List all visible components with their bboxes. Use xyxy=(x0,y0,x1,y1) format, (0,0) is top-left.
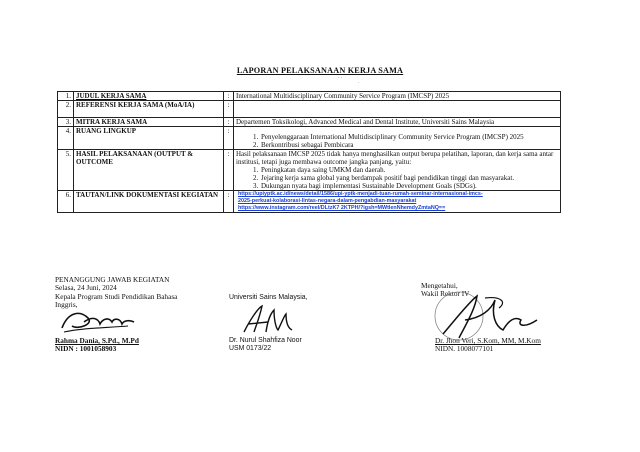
outcome-list xyxy=(236,166,558,190)
table-row xyxy=(58,150,561,191)
row-value: International Multidisciplinary Community Service Program (IMCSP) 2025 xyxy=(234,92,561,101)
signature-name-block-left xyxy=(55,337,139,354)
row-label: TAUTAN/LINK DOKUMENTASI KEGIATAN xyxy=(74,191,224,213)
row-value: Departemen Toksikologi, Advanced Medical and Dental Institute, Universiti Sains Malaysia xyxy=(234,118,561,127)
row-separator: : xyxy=(224,150,234,191)
signature-scribble-middle xyxy=(238,302,298,338)
documentation-link-2[interactable]: https://www.instagram.com/reel/DLtzK7 2KTPH/?igsh=MWtlenNhemdyZmtaNQ== xyxy=(238,205,446,211)
signature-date: Selasa, 24 Juni, 2024 xyxy=(55,283,117,293)
row-number: 5. xyxy=(58,150,74,191)
signature-scribble-left xyxy=(58,306,138,336)
signer-id-middle: USM 0173/22 xyxy=(229,345,272,353)
documentation-link-1-cont[interactable]: 2025-perkuat-kolaborasi-lintas-negara-dalam-pengabdian-masyarakat xyxy=(238,198,417,204)
signature-acknowledge: Mengetahui, xyxy=(421,281,458,290)
row-value xyxy=(234,101,561,118)
table-row xyxy=(58,101,561,118)
list-item: 2. Berkontribusi sebagai Pembicara xyxy=(260,141,558,149)
row-label: REFERENSI KERJA SAMA (MoA/IA) xyxy=(74,101,224,118)
row-value xyxy=(234,127,561,150)
signature-block-left xyxy=(55,276,177,310)
row-number: 2. xyxy=(58,101,74,118)
signer-id-left: NIDN : 1001058903 xyxy=(55,344,117,354)
row-separator: : xyxy=(224,191,234,213)
row-label: HASIL PELAKSANAAN (OUTPUT & OUTCOME xyxy=(74,150,224,191)
signer-id-right: NIDN. 1008077101 xyxy=(435,344,494,354)
signature-institution: Universiti Sains Malaysia, xyxy=(229,294,308,301)
row-number: 6. xyxy=(58,191,74,213)
signature-name-block-right xyxy=(435,337,541,354)
scope-list xyxy=(236,133,558,149)
row-number: 3. xyxy=(58,118,74,127)
table-row xyxy=(58,118,561,127)
row-value xyxy=(234,150,561,191)
signature-role-right: Wakil Rektor IV xyxy=(421,289,470,299)
signature-role-cont: Inggris, xyxy=(55,300,78,310)
document-title: LAPORAN PELAKSANAAN KERJA SAMA xyxy=(236,66,404,75)
row-label: JUDUL KERJA SAMA xyxy=(74,92,224,101)
official-stamp-and-signature xyxy=(425,290,545,342)
list-item: 1. Peningkatan daya saing UMKM dan daerah. xyxy=(260,166,558,174)
row-number: 4. xyxy=(58,127,74,150)
outcome-intro: Hasil pelaksanaan IMCSP 2025 tidak hanya menghasilkan output berupa pelatihan, laporan, dan kerja sama antar institusi, tetapi juga membawa outcome jangka panjang, yaitu: xyxy=(236,150,554,166)
signer-name-left: Rahma Dania, S.Pd., M.Pd xyxy=(55,336,139,345)
row-label: MITRA KERJA SAMA xyxy=(74,118,224,127)
list-item: 3. Dukungan nyata bagi implementasi Sustainable Development Goals (SDGs). xyxy=(260,182,558,190)
row-value xyxy=(234,191,561,213)
report-table xyxy=(57,91,561,213)
row-separator: : xyxy=(224,127,234,150)
signer-name-middle: Dr. Nurul Shahfiza Noor xyxy=(229,337,302,344)
row-number: 1. xyxy=(58,92,74,101)
row-separator: : xyxy=(224,118,234,127)
documentation-link-1[interactable]: https://upiyptk.ac.id/news/detail/1586/upi-yptk-menjadi-tuan-rumah-seminar-internasional-imcs- xyxy=(238,191,483,197)
table-row xyxy=(58,191,561,213)
list-item: 1. Penyelenggaraan International Multidisciplinary Community Service Program (IMCSP) 2025 xyxy=(260,133,558,141)
table-row xyxy=(58,127,561,150)
scan-speck: · · xyxy=(338,76,343,81)
signature-name-block-middle xyxy=(229,337,302,354)
row-separator: : xyxy=(224,92,234,101)
row-separator: : xyxy=(224,101,234,118)
signer-name-right: Dr. Jhon Veri, S.Kom, MM, M.Kom xyxy=(435,336,541,345)
row-label: RUANG LINGKUP xyxy=(74,127,224,150)
signature-heading: PENANGGUNG JAWAB KEGIATAN xyxy=(55,275,170,284)
signature-role: Kepala Program Studi Pendidikan Bahasa xyxy=(55,291,178,301)
list-item: 2. Jejaring kerja sama global yang berdampak positif bagi pendidikan tinggi dan masyarakat. xyxy=(260,174,558,182)
table-row xyxy=(58,92,561,101)
scan-speck: · xyxy=(358,81,360,86)
